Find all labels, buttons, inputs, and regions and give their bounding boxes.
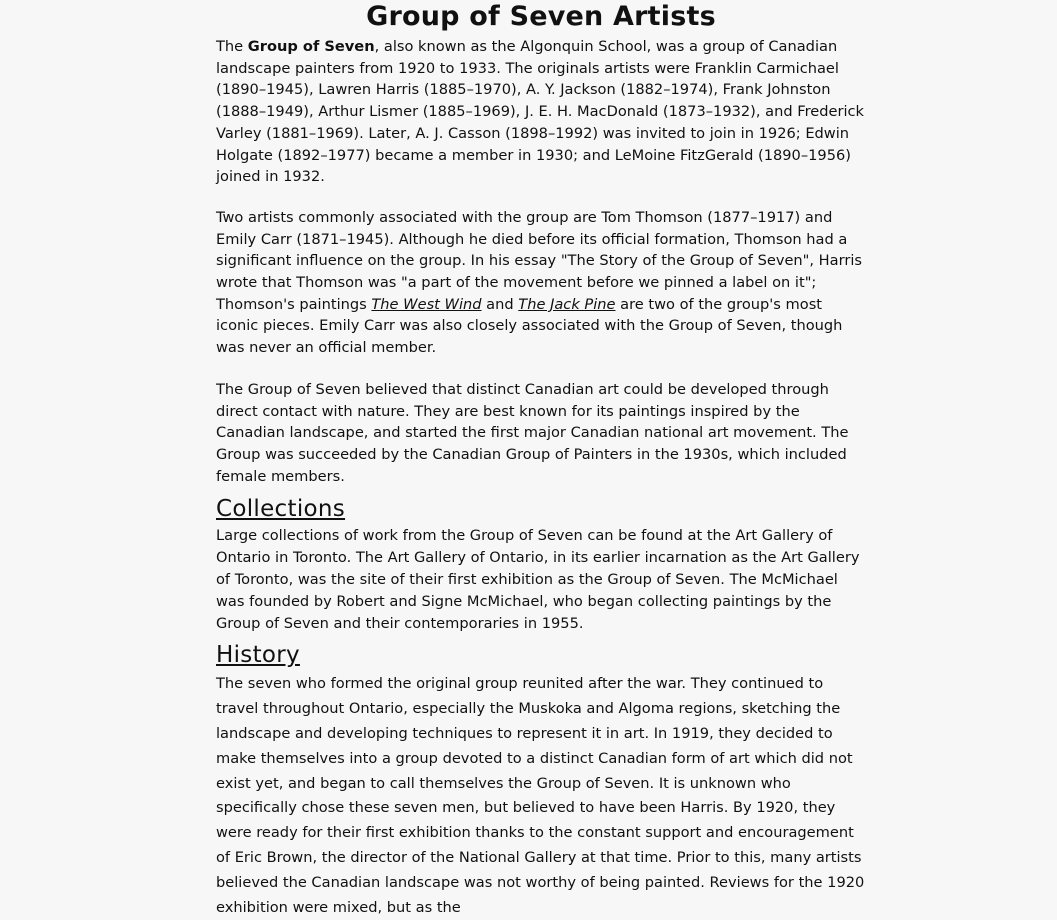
associated-text-end: are two of the group's most iconic pieces. Emily Carr was also closely associated with the Group of Seven, though was never an official member. — [216, 295, 843, 357]
page-title: Group of Seven Artists — [366, 1, 716, 32]
group-name-bold: Group of Seven — [247, 38, 375, 55]
beliefs-paragraph: The Group of Seven believed that distinct Canadian art could be developed through direct contact with nature. They are best known for its paintings inspired by the Canadian landscape, and started the first major Canadian national art movement. The Group was succeeded by the Canadian Group of Painters in the 1930s, which included female members. — [216, 380, 849, 485]
associated-text-between: and — [481, 295, 519, 313]
intro-lead: The — [216, 38, 248, 55]
document-page — [216, 0, 876, 920]
collections-paragraph: Large collections of work from the Group of Seven can be found at the Art Gallery of Ontario in Toronto. The Art Gallery of Ontario, in its earlier incarnation as the Art Gallery of Toronto, was the site of their first exhibition as the Group of Seven. The McMichael was founded by Robert and Signe McMichael, who began collecting paintings by the Group of Seven and their contemporaries in 1955. — [216, 527, 860, 632]
associated-artists-paragraph — [216, 207, 868, 359]
intro-rest: , also known as the Algonquin School, was a group of Canadian landscape painters from 1920 to 1933. The originals artists were Franklin Carmichael (1890–1945), Lawren Harris (1885–1970), A. Y. Jackson (1882–1974), Frank Johnston (1888–1949), Arthur Lismer (1885–1969), J. E. H. MacDonald (1873–1932), and Frederick Varley (1881–1969). Later, A. J. Casson (1898–1992) was invited to join in 1926; Edwin Holgate (1892–1977) became a member in 1930; and LeMoine FitzGerald (1890–1956) joined in 1932. — [216, 38, 864, 186]
intro-paragraph — [216, 36, 868, 188]
jack-pine-link[interactable]: The Jack Pine — [518, 295, 616, 313]
history-heading: History — [216, 642, 300, 669]
west-wind-link[interactable]: The West Wind — [371, 295, 482, 313]
associated-text-start: Two artists commonly associated with the group are Tom Thomson (1877–1917) and Emily Carr (1871–1945). Although he died before its official formation, Thomson had a significant influence on the group. In his essay "The Story of the Group of Seven", Harris wrote that Thomson was "a part of the movement before we pinned a label on it"; Thomson's paintings — [216, 208, 862, 313]
collections-heading: Collections — [216, 496, 346, 523]
history-paragraph: The seven who formed the original group reunited after the war. They continued to travel throughout Ontario, especially the Muskoka and Algoma regions, sketching the landscape and developing techniques to represent it in art. In 1919, they decided to make themselves into a group devoted to a distinct Canadian form of art which did not exist yet, and began to call themselves the Group of Seven. It is unknown who specifically chose these seven men, but believed to have been Harris. By 1920, they were ready for their first exhibition thanks to the constant support and encouragement of Eric Brown, the director of the National Gallery at that time. Prior to this, many artists believed the Canadian landscape was not worthy of being painted. Reviews for the 1920 exhibition were mixed, but as the — [216, 675, 865, 916]
